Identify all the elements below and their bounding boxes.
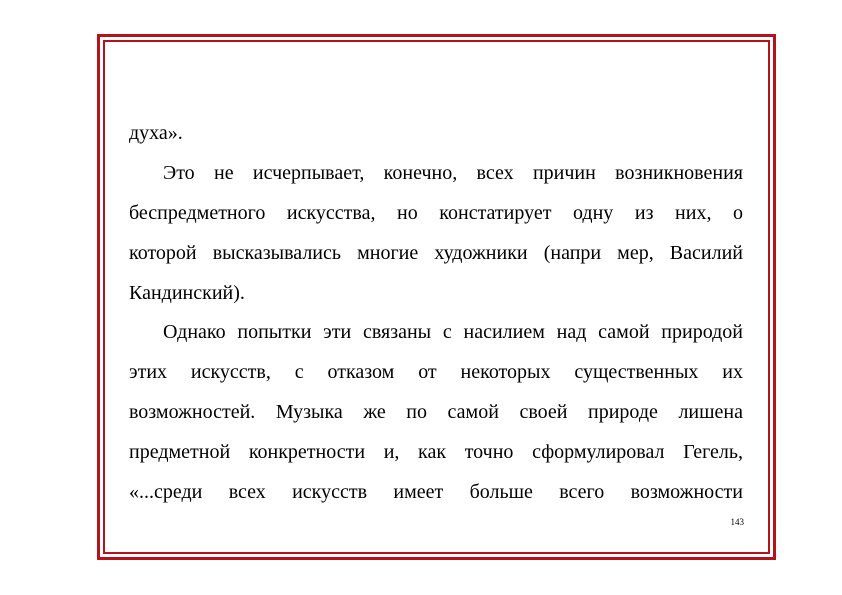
- text-line: возможностей. Музыка же по самой своей природе лишена: [129, 401, 743, 424]
- text-line: духа».: [129, 122, 183, 144]
- text-line: Это не исчерпывает, конечно, всех причин возникновения: [163, 161, 743, 184]
- text-line: «...среди всех искусств имеет больше всего возможности: [129, 481, 743, 504]
- text-line: этих искусств, с отказом от некоторых существенных их: [129, 361, 743, 384]
- text-line: Кандинский).: [129, 281, 245, 304]
- text-line: которой высказывались многие художники (напри мер, Василий: [129, 241, 743, 264]
- body-text: [129, 114, 743, 513]
- text-line: Однако попытки эти связаны с насилием над самой природой: [163, 321, 743, 344]
- text-line: беспредметного искусства, но констатирует одну из них, о: [129, 201, 743, 224]
- page-number: 143: [730, 517, 744, 527]
- text-line: предметной конкретности и, как точно сформулировал Гегель,: [129, 441, 743, 464]
